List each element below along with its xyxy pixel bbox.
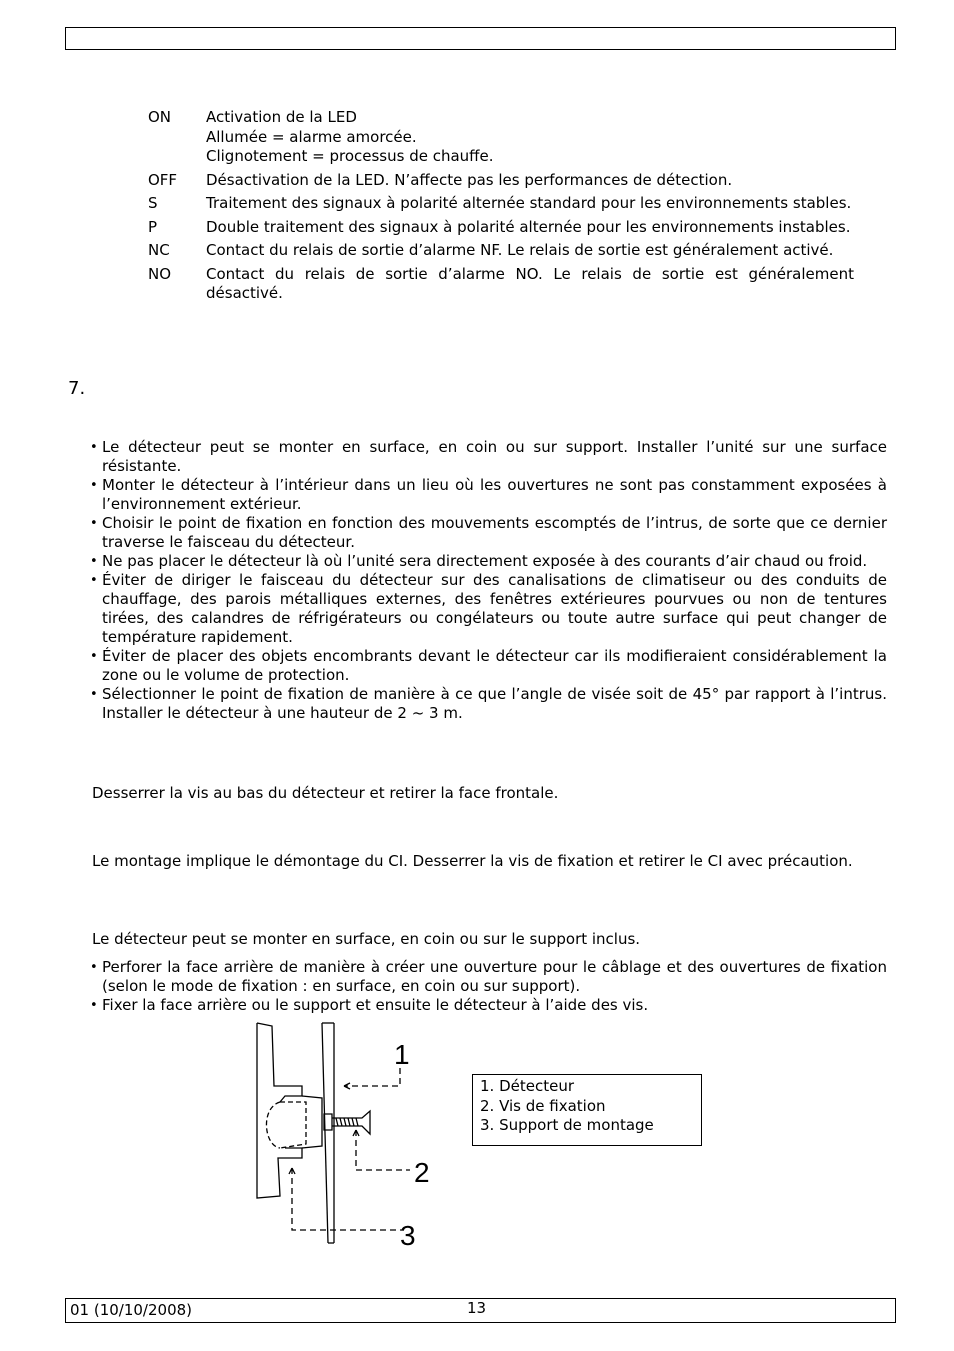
list-item: • Éviter de diriger le faisceau du détecteur sur des canalisations de climatiseur ou des conduits de chauffage, des parois métalliques externes, des fenêtres extérieures pourvues ou non de tentures tirées, des calandres de réfrigérateurs ou congélateurs ou toute autre surface qui peut changer de température rapidement. bbox=[90, 571, 887, 647]
installation-list bbox=[90, 438, 887, 723]
page-header-box bbox=[65, 27, 896, 50]
setting-key: ON bbox=[148, 108, 172, 126]
setting-description: Double traitement des signaux à polarité alternée pour les environnements instables. bbox=[206, 217, 851, 236]
list-item: • Monter le détecteur à l’intérieur dans un lieu où les ouvertures ne sont pas constamment exposées à l’environnement extérieur. bbox=[90, 476, 887, 514]
mounting-paragraph: Le détecteur peut se monter en surface, en coin ou sur le support inclus. bbox=[92, 930, 641, 948]
settings-table bbox=[148, 108, 854, 308]
callout-2: 2 bbox=[414, 1157, 430, 1188]
settings-row bbox=[148, 241, 854, 261]
setting-key: S bbox=[148, 194, 158, 212]
page-footer bbox=[65, 1298, 896, 1323]
list-item: • Éviter de placer des objets encombrants devant le détecteur car ils modifieraient considérablement la zone ou le volume de protection. bbox=[90, 647, 887, 685]
setting-key: OFF bbox=[148, 170, 178, 189]
settings-row bbox=[148, 265, 854, 304]
list-item: • Choisir le point de fixation en fonction des mouvements escomptés de l’intrus, de sorte que ce dernier traverse le faisceau du détecteur. bbox=[90, 514, 887, 552]
setting-key: NC bbox=[148, 241, 170, 259]
setting-key: P bbox=[148, 217, 158, 236]
list-item: • Sélectionner le point de fixation de manière à ce que l’angle de visée soit de 45° par rapport à l’intrus. Installer le détecteur à une hauteur de 2 ~ 3 m. bbox=[90, 685, 887, 723]
mounting-diagram bbox=[250, 1018, 450, 1257]
document-version: 01 (10/10/2008) bbox=[70, 1301, 193, 1319]
setting-line: Activation de la LED bbox=[206, 108, 357, 126]
front-cover-paragraph: Desserrer la vis au bas du détecteur et retirer la face frontale. bbox=[92, 784, 559, 802]
settings-row bbox=[148, 108, 854, 167]
legend-item: 2. Vis de fixation bbox=[480, 1096, 606, 1115]
setting-description: Contact du relais de sortie d’alarme NF. Le relais de sortie est généralement activé. bbox=[206, 241, 834, 259]
settings-row bbox=[148, 218, 854, 238]
figure-legend bbox=[472, 1074, 702, 1146]
list-item: • Ne pas placer le détecteur là où l’unité sera directement exposée à des courants d’air chaud ou froid. bbox=[90, 552, 887, 571]
setting-description: Désactivation de la LED. N’affecte pas les performances de détection. bbox=[206, 170, 733, 189]
setting-line: Allumée = alarme amorcée. bbox=[206, 127, 417, 146]
setting-description bbox=[206, 108, 854, 167]
setting-line: Clignotement = processus de chauffe. bbox=[206, 147, 494, 165]
pcb-paragraph: Le montage implique le démontage du CI. Desserrer la vis de fixation et retirer le CI avec précaution. bbox=[92, 852, 853, 870]
mounting-list bbox=[90, 958, 887, 1015]
list-item: • Le détecteur peut se monter en surface, en coin ou sur support. Installer l’unité sur une surface résistante. bbox=[90, 438, 887, 476]
section-number: 7. bbox=[68, 378, 86, 399]
setting-description: Contact du relais de sortie d’alarme NO. Le relais de sortie est généralement désactivé. bbox=[206, 264, 854, 302]
page-number: 13 bbox=[467, 1299, 487, 1317]
callout-1: 1 bbox=[394, 1039, 410, 1070]
callout-3: 3 bbox=[400, 1220, 416, 1251]
setting-key: NO bbox=[148, 264, 172, 283]
list-item: • Perforer la face arrière de manière à créer une ouverture pour le câblage et des ouvertures de fixation (selon le mode de fixation : en surface, en coin ou sur support). bbox=[90, 958, 887, 996]
legend-item: 1. Détecteur bbox=[480, 1077, 574, 1095]
settings-row bbox=[148, 171, 854, 191]
list-item: • Fixer la face arrière ou le support et ensuite le détecteur à l’aide des vis. bbox=[90, 996, 887, 1015]
settings-row bbox=[148, 194, 854, 214]
setting-description: Traitement des signaux à polarité alternée standard pour les environnements stables. bbox=[206, 194, 852, 212]
legend-item: 3. Support de montage bbox=[480, 1116, 654, 1134]
